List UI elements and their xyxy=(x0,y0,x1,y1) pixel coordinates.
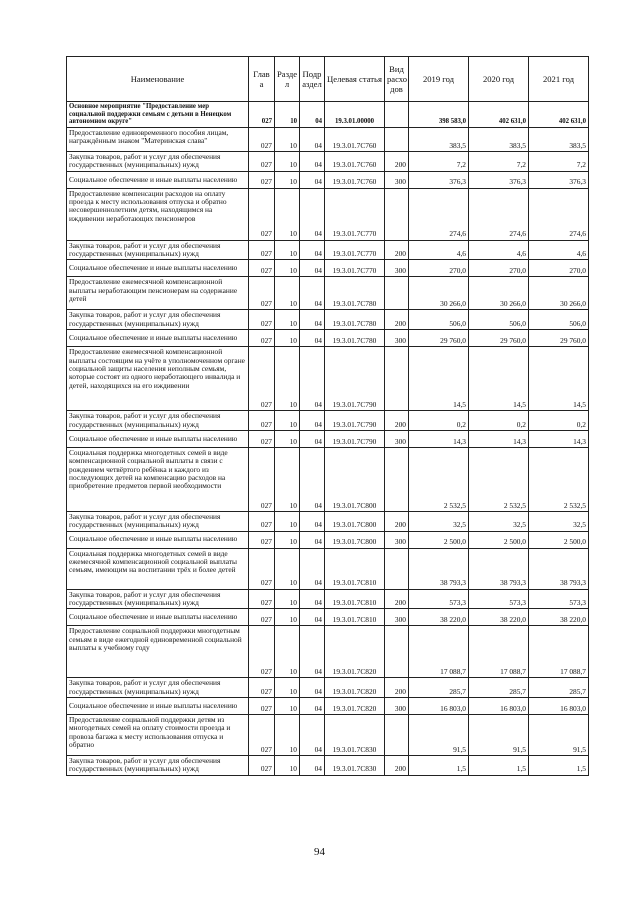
cell-2021: 274,6 xyxy=(529,188,589,240)
cell-target: 19.3.01.7С800 xyxy=(325,531,385,548)
cell-2021: 38 793,3 xyxy=(529,548,589,589)
cell-name: Социальная поддержка многодетных семей в виде ежемесячной компенсационной социальной выплаты семьям, имеющим на воспитании трёх и более детей xyxy=(67,548,249,589)
table-row xyxy=(67,277,589,310)
cell-vid xyxy=(385,626,409,678)
cell-2019: 16 803,0 xyxy=(409,698,469,715)
cell-vid: 300 xyxy=(385,430,409,447)
cell-2020: 1,5 xyxy=(469,756,529,776)
cell-target: 19.3.01.7С770 xyxy=(325,188,385,240)
table-row xyxy=(67,430,589,447)
cell-name: Социальное обеспечение и иные выплаты населению xyxy=(67,260,249,277)
table-row xyxy=(67,330,589,347)
cell-2021: 2 532,5 xyxy=(529,447,589,511)
cell-vid: 200 xyxy=(385,240,409,260)
cell-2019: 30 266,0 xyxy=(409,277,469,310)
header-2020: 2020 год xyxy=(469,57,529,102)
cell-podrazdel: 04 xyxy=(300,277,325,310)
cell-podrazdel: 04 xyxy=(300,310,325,330)
cell-name: Социальная поддержка многодетных семей в виде компенсационной социальной выплаты в связи с рождением четвёртого ребёнка и каждого из последующих детей на компенсацию расходов на приобретение предметов первой необходимости xyxy=(67,447,249,511)
cell-target: 19.3.01.7С810 xyxy=(325,548,385,589)
cell-target: 19.3.01.7С780 xyxy=(325,277,385,310)
cell-target: 19.3.01.7С790 xyxy=(325,347,385,411)
cell-name: Закупка товаров, работ и услуг для обеспечения государственных (муниципальных) нужд xyxy=(67,678,249,698)
cell-2019: 14,5 xyxy=(409,347,469,411)
cell-2019: 398 583,0 xyxy=(409,102,469,128)
cell-2021: 30 266,0 xyxy=(529,277,589,310)
cell-name: Предоставление социальной поддержки детям из многодетных семей на оплату стоимости проезда и провоза багажа к месту использования отпуска и обратно xyxy=(67,715,249,756)
cell-podrazdel: 04 xyxy=(300,152,325,172)
cell-2019: 38 793,3 xyxy=(409,548,469,589)
cell-razdel: 10 xyxy=(275,171,300,188)
cell-2021: 17 088,7 xyxy=(529,626,589,678)
table-row xyxy=(67,626,589,678)
cell-target: 19.3.01.7С820 xyxy=(325,698,385,715)
table-row xyxy=(67,188,589,240)
cell-target: 19.3.01.7С780 xyxy=(325,310,385,330)
cell-name: Предоставление компенсации расходов на оплату проезда к месту использования отпуска и обратно несовершеннолетним детям, находящимся на иждивении неработающих пенсионеров xyxy=(67,188,249,240)
cell-2021: 376,3 xyxy=(529,171,589,188)
cell-vid xyxy=(385,188,409,240)
cell-2019: 38 220,0 xyxy=(409,609,469,626)
cell-glava: 027 xyxy=(249,171,275,188)
cell-2021: 38 220,0 xyxy=(529,609,589,626)
cell-podrazdel: 04 xyxy=(300,411,325,431)
cell-2019: 14,3 xyxy=(409,430,469,447)
cell-razdel: 10 xyxy=(275,698,300,715)
cell-podrazdel: 04 xyxy=(300,171,325,188)
cell-2019: 2 500,0 xyxy=(409,531,469,548)
cell-glava: 027 xyxy=(249,430,275,447)
cell-razdel: 10 xyxy=(275,411,300,431)
cell-vid: 300 xyxy=(385,330,409,347)
cell-glava: 027 xyxy=(249,626,275,678)
table-row xyxy=(67,152,589,172)
table-row xyxy=(67,511,589,531)
cell-2021: 0,2 xyxy=(529,411,589,431)
cell-target: 19.3.01.7С800 xyxy=(325,447,385,511)
cell-podrazdel: 04 xyxy=(300,128,325,152)
cell-2021: 29 760,0 xyxy=(529,330,589,347)
header-glava: Глав а xyxy=(249,57,275,102)
cell-vid: 200 xyxy=(385,152,409,172)
cell-razdel: 10 xyxy=(275,531,300,548)
cell-vid xyxy=(385,447,409,511)
cell-target: 19.3.01.7С770 xyxy=(325,260,385,277)
cell-2020: 376,3 xyxy=(469,171,529,188)
cell-2019: 270,0 xyxy=(409,260,469,277)
cell-name: Социальное обеспечение и иные выплаты населению xyxy=(67,698,249,715)
table-row xyxy=(67,756,589,776)
cell-2020: 402 631,0 xyxy=(469,102,529,128)
cell-name: Социальное обеспечение и иные выплаты населению xyxy=(67,609,249,626)
header-vid: Вид расхо дов xyxy=(385,57,409,102)
cell-vid xyxy=(385,548,409,589)
cell-glava: 027 xyxy=(249,678,275,698)
header-row xyxy=(67,57,589,102)
cell-2021: 1,5 xyxy=(529,756,589,776)
cell-glava: 027 xyxy=(249,589,275,609)
cell-vid: 200 xyxy=(385,678,409,698)
cell-2020: 2 500,0 xyxy=(469,531,529,548)
cell-name: Закупка товаров, работ и услуг для обеспечения государственных (муниципальных) нужд xyxy=(67,589,249,609)
cell-target: 19.3.01.7С760 xyxy=(325,152,385,172)
cell-razdel: 10 xyxy=(275,260,300,277)
cell-podrazdel: 04 xyxy=(300,756,325,776)
cell-2019: 285,7 xyxy=(409,678,469,698)
cell-2020: 270,0 xyxy=(469,260,529,277)
cell-name: Закупка товаров, работ и услуг для обеспечения государственных (муниципальных) нужд xyxy=(67,152,249,172)
cell-glava: 027 xyxy=(249,310,275,330)
table-row xyxy=(67,589,589,609)
cell-podrazdel: 04 xyxy=(300,330,325,347)
cell-target: 19.3.01.7С820 xyxy=(325,626,385,678)
cell-podrazdel: 04 xyxy=(300,447,325,511)
cell-podrazdel: 04 xyxy=(300,531,325,548)
cell-2020: 30 266,0 xyxy=(469,277,529,310)
cell-razdel: 10 xyxy=(275,347,300,411)
header-2021: 2021 год xyxy=(529,57,589,102)
cell-2020: 38 220,0 xyxy=(469,609,529,626)
cell-podrazdel: 04 xyxy=(300,589,325,609)
cell-2020: 38 793,3 xyxy=(469,548,529,589)
cell-glava: 027 xyxy=(249,330,275,347)
header-razdel: Разде л xyxy=(275,57,300,102)
cell-2021: 14,3 xyxy=(529,430,589,447)
cell-glava: 027 xyxy=(249,152,275,172)
cell-name: Социальное обеспечение и иные выплаты населению xyxy=(67,330,249,347)
cell-2020: 506,0 xyxy=(469,310,529,330)
cell-glava: 027 xyxy=(249,548,275,589)
cell-2021: 14,5 xyxy=(529,347,589,411)
cell-vid: 200 xyxy=(385,589,409,609)
cell-2020: 573,3 xyxy=(469,589,529,609)
cell-vid: 200 xyxy=(385,756,409,776)
cell-razdel: 10 xyxy=(275,102,300,128)
cell-glava: 027 xyxy=(249,698,275,715)
table-row xyxy=(67,548,589,589)
cell-name: Предоставление ежемесячной компенсационной выплаты состоящим на учёте в уполномоченном органе социальной защиты населения неполным семьям, которые состоят из одного неработающего инвалида и детей, находящихся на его иждивении xyxy=(67,347,249,411)
cell-target: 19.3.01.7С810 xyxy=(325,609,385,626)
cell-vid: 200 xyxy=(385,411,409,431)
cell-2019: 573,3 xyxy=(409,589,469,609)
cell-razdel: 10 xyxy=(275,330,300,347)
cell-glava: 027 xyxy=(249,411,275,431)
cell-razdel: 10 xyxy=(275,548,300,589)
cell-razdel: 10 xyxy=(275,430,300,447)
cell-target: 19.3.01.7С820 xyxy=(325,678,385,698)
cell-target: 19.3.01.7С790 xyxy=(325,411,385,431)
cell-target: 19.3.01.00000 xyxy=(325,102,385,128)
cell-2020: 14,3 xyxy=(469,430,529,447)
cell-glava: 027 xyxy=(249,715,275,756)
cell-vid: 300 xyxy=(385,171,409,188)
cell-2020: 32,5 xyxy=(469,511,529,531)
cell-podrazdel: 04 xyxy=(300,548,325,589)
cell-vid xyxy=(385,102,409,128)
cell-glava: 027 xyxy=(249,260,275,277)
cell-vid xyxy=(385,347,409,411)
header-podrazdel: Подр аздел xyxy=(300,57,325,102)
cell-razdel: 10 xyxy=(275,240,300,260)
cell-2021: 2 500,0 xyxy=(529,531,589,548)
cell-2019: 383,5 xyxy=(409,128,469,152)
cell-glava: 027 xyxy=(249,102,275,128)
cell-2019: 274,6 xyxy=(409,188,469,240)
cell-2021: 270,0 xyxy=(529,260,589,277)
cell-2021: 383,5 xyxy=(529,128,589,152)
cell-glava: 027 xyxy=(249,609,275,626)
cell-razdel: 10 xyxy=(275,626,300,678)
cell-razdel: 10 xyxy=(275,277,300,310)
cell-podrazdel: 04 xyxy=(300,102,325,128)
cell-target: 19.3.01.7С830 xyxy=(325,756,385,776)
cell-2020: 0,2 xyxy=(469,411,529,431)
cell-vid: 200 xyxy=(385,511,409,531)
cell-vid: 300 xyxy=(385,609,409,626)
table-row xyxy=(67,240,589,260)
cell-razdel: 10 xyxy=(275,589,300,609)
cell-2021: 402 631,0 xyxy=(529,102,589,128)
cell-podrazdel: 04 xyxy=(300,260,325,277)
cell-2019: 91,5 xyxy=(409,715,469,756)
cell-2021: 7,2 xyxy=(529,152,589,172)
cell-2019: 1,5 xyxy=(409,756,469,776)
cell-podrazdel: 04 xyxy=(300,678,325,698)
cell-glava: 027 xyxy=(249,128,275,152)
table-row xyxy=(67,128,589,152)
cell-vid: 300 xyxy=(385,698,409,715)
cell-glava: 027 xyxy=(249,447,275,511)
cell-name: Закупка товаров, работ и услуг для обеспечения государственных (муниципальных) нужд xyxy=(67,511,249,531)
table-header xyxy=(67,57,589,102)
cell-target: 19.3.01.7С810 xyxy=(325,589,385,609)
cell-razdel: 10 xyxy=(275,188,300,240)
table-row xyxy=(67,347,589,411)
cell-podrazdel: 04 xyxy=(300,240,325,260)
cell-name: Закупка товаров, работ и услуг для обеспечения государственных (муниципальных) нужд xyxy=(67,240,249,260)
cell-razdel: 10 xyxy=(275,128,300,152)
cell-vid xyxy=(385,128,409,152)
cell-glava: 027 xyxy=(249,756,275,776)
cell-2020: 285,7 xyxy=(469,678,529,698)
cell-name: Предоставление социальной поддержки многодетным семьям в виде ежегодной единовременной социальной выплаты к учебному году xyxy=(67,626,249,678)
cell-2021: 91,5 xyxy=(529,715,589,756)
cell-vid: 300 xyxy=(385,260,409,277)
cell-podrazdel: 04 xyxy=(300,347,325,411)
cell-2019: 29 760,0 xyxy=(409,330,469,347)
cell-target: 19.3.01.7С780 xyxy=(325,330,385,347)
cell-glava: 027 xyxy=(249,347,275,411)
cell-2021: 16 803,0 xyxy=(529,698,589,715)
cell-vid: 300 xyxy=(385,531,409,548)
cell-glava: 027 xyxy=(249,531,275,548)
cell-name: Социальное обеспечение и иные выплаты населению xyxy=(67,531,249,548)
cell-2021: 4,6 xyxy=(529,240,589,260)
cell-name: Закупка товаров, работ и услуг для обеспечения государственных (муниципальных) нужд xyxy=(67,411,249,431)
cell-razdel: 10 xyxy=(275,609,300,626)
table-row xyxy=(67,411,589,431)
cell-2020: 29 760,0 xyxy=(469,330,529,347)
cell-glava: 027 xyxy=(249,240,275,260)
cell-name: Закупка товаров, работ и услуг для обеспечения государственных (муниципальных) нужд xyxy=(67,310,249,330)
cell-target: 19.3.01.7С770 xyxy=(325,240,385,260)
cell-podrazdel: 04 xyxy=(300,698,325,715)
table-row xyxy=(67,310,589,330)
cell-2020: 16 803,0 xyxy=(469,698,529,715)
cell-target: 19.3.01.7С790 xyxy=(325,430,385,447)
cell-glava: 027 xyxy=(249,188,275,240)
cell-vid: 200 xyxy=(385,310,409,330)
cell-2021: 32,5 xyxy=(529,511,589,531)
table-row xyxy=(67,678,589,698)
table-row xyxy=(67,447,589,511)
table-row xyxy=(67,698,589,715)
cell-podrazdel: 04 xyxy=(300,715,325,756)
cell-name: Основное мероприятие "Предоставление мер социальной поддержки семьям с детьми в Ненецком автономном округе" xyxy=(67,102,249,128)
cell-2021: 506,0 xyxy=(529,310,589,330)
cell-2019: 376,3 xyxy=(409,171,469,188)
cell-vid xyxy=(385,277,409,310)
cell-razdel: 10 xyxy=(275,756,300,776)
cell-2020: 2 532,5 xyxy=(469,447,529,511)
cell-name: Социальное обеспечение и иные выплаты населению xyxy=(67,430,249,447)
cell-target: 19.3.01.7С760 xyxy=(325,171,385,188)
cell-razdel: 10 xyxy=(275,152,300,172)
cell-2019: 17 088,7 xyxy=(409,626,469,678)
cell-glava: 027 xyxy=(249,277,275,310)
cell-podrazdel: 04 xyxy=(300,609,325,626)
cell-2021: 573,3 xyxy=(529,589,589,609)
cell-razdel: 10 xyxy=(275,715,300,756)
cell-2021: 285,7 xyxy=(529,678,589,698)
table-row xyxy=(67,260,589,277)
cell-2019: 506,0 xyxy=(409,310,469,330)
cell-name: Предоставление единовременного пособия лицам, награждённым знаком "Материнская слава" xyxy=(67,128,249,152)
cell-razdel: 10 xyxy=(275,447,300,511)
cell-target: 19.3.01.7С760 xyxy=(325,128,385,152)
cell-target: 19.3.01.7С830 xyxy=(325,715,385,756)
cell-name: Предоставление ежемесячной компенсационной выплаты неработающим пенсионерам на содержание детей xyxy=(67,277,249,310)
cell-razdel: 10 xyxy=(275,511,300,531)
cell-name: Закупка товаров, работ и услуг для обеспечения государственных (муниципальных) нужд xyxy=(67,756,249,776)
cell-name: Социальное обеспечение и иные выплаты населению xyxy=(67,171,249,188)
cell-2019: 32,5 xyxy=(409,511,469,531)
cell-2019: 7,2 xyxy=(409,152,469,172)
cell-podrazdel: 04 xyxy=(300,626,325,678)
cell-2019: 4,6 xyxy=(409,240,469,260)
cell-2020: 274,6 xyxy=(469,188,529,240)
table-row xyxy=(67,609,589,626)
cell-razdel: 10 xyxy=(275,310,300,330)
header-target: Целевая статья xyxy=(325,57,385,102)
cell-2019: 0,2 xyxy=(409,411,469,431)
cell-2020: 7,2 xyxy=(469,152,529,172)
cell-2020: 17 088,7 xyxy=(469,626,529,678)
cell-2020: 91,5 xyxy=(469,715,529,756)
cell-glava: 027 xyxy=(249,511,275,531)
cell-podrazdel: 04 xyxy=(300,430,325,447)
cell-2020: 4,6 xyxy=(469,240,529,260)
cell-2020: 383,5 xyxy=(469,128,529,152)
cell-2019: 2 532,5 xyxy=(409,447,469,511)
page-number: 94 xyxy=(314,846,325,858)
header-name: Наименование xyxy=(67,57,249,102)
cell-2020: 14,5 xyxy=(469,347,529,411)
table-row xyxy=(67,171,589,188)
table-row xyxy=(67,715,589,756)
table-body xyxy=(67,102,589,776)
cell-target: 19.3.01.7С800 xyxy=(325,511,385,531)
table-row xyxy=(67,102,589,128)
cell-razdel: 10 xyxy=(275,678,300,698)
cell-podrazdel: 04 xyxy=(300,188,325,240)
cell-podrazdel: 04 xyxy=(300,511,325,531)
header-2019: 2019 год xyxy=(409,57,469,102)
cell-vid xyxy=(385,715,409,756)
budget-table xyxy=(66,56,589,776)
table-row xyxy=(67,531,589,548)
